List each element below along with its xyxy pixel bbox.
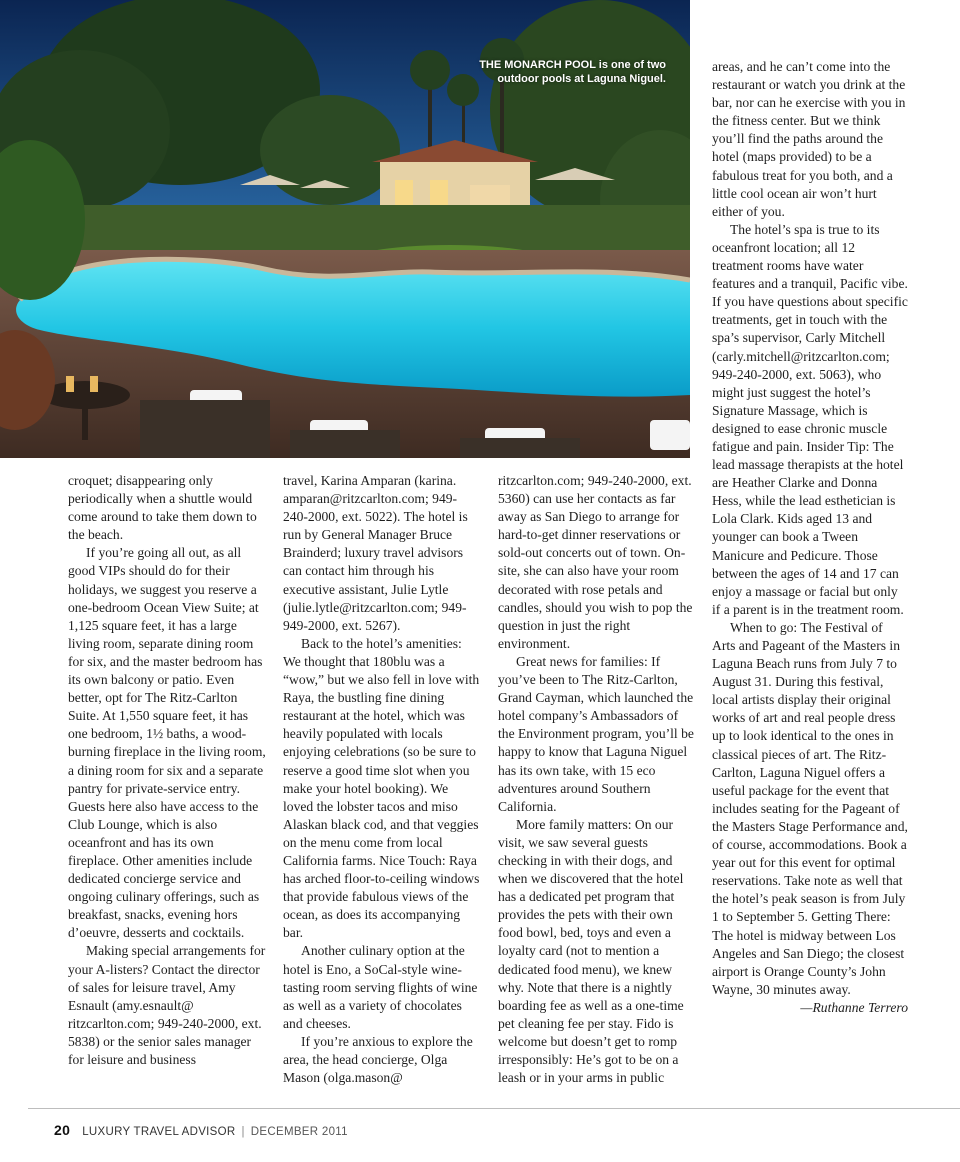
photo-caption: THE MONARCH POOL is one of two outdoor pools at Laguna Niguel. xyxy=(479,59,666,85)
paragraph: Making special arrangements for your A-listers? Contact the director of sales for leisure travel, Amy Esnault (amy.esnault@ ritzcarlton.com; 949-240-2000, ext. 5838) or the senior sales manager for leisure and business xyxy=(68,943,266,1067)
page-number: 20 xyxy=(54,1122,71,1138)
paragraph: Great news for families: If you’ve been to The Ritz-Carlton, Grand Cayman, which launched the hotel company’s Ambassadors of the Environment program, you’ll be happy to know that Laguna Niguel has its own take, with 15 eco adventures around Southern California. xyxy=(498,653,694,814)
paragraph: areas, and he can’t come into the restaurant or watch you drink at the bar, nor can he exercise with you in the fitness center. But we think you’ll find the paths around the hotel (maps provided) to be a fabulous treat for you both, and a little cool ocean air won’t hurt either of you. xyxy=(712,59,906,219)
publication-name: LUXURY TRAVEL ADVISOR xyxy=(82,1126,236,1138)
paragraph: ritzcarlton.com; 949-240-2000, ext. 5360) can use her contacts as far away as San Diego to arrange for hard-to-get dinner reservations or sold-out concerts out of town. On-site, she can also have your room decorated with rose petals and candles, should you wish to pop the question in just the right environment. xyxy=(498,473,693,651)
paragraph: When to go: The Festival of Arts and Pageant of the Masters in Laguna Beach runs from July 7 to August 31. During this festival, local artists display their original works of art and real people dress up to look identical to the ones in classical pieces of art. The Ritz-Carlton, Laguna Niguel offers a useful package for the event that includes seating for the Pageant of the Masters Stage Performance and, of course, accommodations. Book a year out for this event for optimal reservations. Take note as well that the hotel’s peak season is from July 1 to September 5. Getting There: The hotel is midway between Los Angeles and San Diego; the closest airport is Orange County’s John Wayne, 30 minutes away. xyxy=(712,619,908,997)
pool-photo xyxy=(0,0,690,458)
page-footer xyxy=(54,1122,348,1138)
paragraph: travel, Karina Amparan (karina. amparan@ritzcarlton.com; 949-240-2000, ext. 5022). The hotel is run by General Manager Bruce Brainderd; luxury travel advisors can contact him through his executive assistant, Julie Lytle (julie.lytle@ritzcarlton.com; 949-949-2000, ext. 5267). xyxy=(283,473,468,633)
footer-divider xyxy=(28,1108,960,1109)
article-column-3 xyxy=(498,472,694,1087)
footer-separator: | xyxy=(241,1126,245,1138)
paragraph: More family matters: On our visit, we saw several guests checking in with their dogs, and when we discovered that the hotel has a dedicated pet program that provides the pets with their own food bowl, bed, toys and even a loyalty card (not to mention a dedicated food menu), we knew why. Note that there is a nightly boarding fee as well as a one-time pet cleaning fee per stay. Fido is welcome but doesn’t get to romp irresponsibly: He’s got to be on a leash or in your arms in public xyxy=(498,816,684,1086)
author-signature: —Ruthanne Terrero xyxy=(800,999,908,1015)
paragraph: If you’re anxious to explore the area, the head concierge, Olga Mason (olga.mason@ xyxy=(283,1033,473,1086)
paragraph: croquet; disappearing only periodically when a shuttle would come around to take them down to the beach. xyxy=(68,473,257,543)
issue-date: DECEMBER 2011 xyxy=(250,1126,348,1138)
paragraph: Another culinary option at the hotel is Eno, a SoCal-style wine-tasting room serving flights of wine as well as a variety of chocolates and cheeses. xyxy=(283,943,478,1031)
paragraph: Back to the hotel’s amenities: We thought that 180blu was a “wow,” but we also fell in love with Raya, the bustling fine dining restaurant at the hotel, which was heavily populated with locals enjoying celebrations (so be sure to reserve a good time slot when you make your hotel booking). We loved the lobster tacos and miso Alaskan black cod, and that veggies on the menu come from local California farms. Nice Touch: Raya has arched floor-to-ceiling windows that provide fabulous views of the ocean, as does its accompanying bar. xyxy=(283,635,480,941)
paragraph: If you’re going all out, as all good VIPs should do for their holidays, we suggest you reserve a one-bedroom Ocean View Suite; at 1,125 square feet, it has a large living room, separate dining room for six, and the master bedroom has its own balcony or patio. Even better, opt for The Ritz-Carlton Suite. At 1,550 square feet, it has one bedroom, 1½ baths, a wood-burning fireplace in the living room, a dining room for six and a separate pantry for private-service entry. Guests here also have access to the Club Lounge, which is also oceanfront and has its own fireplace. Other amenities include dedicated concierge service and ongoing culinary offerings, such as breakfast, snacks, evening hors d’oeuvre, desserts and cocktails. xyxy=(68,545,266,941)
article-column-4 xyxy=(712,58,908,1017)
paragraph: The hotel’s spa is true to its oceanfront location; all 12 treatment rooms have water features and a tranquil, Pacific vibe. If you have questions about specific treatments, get in touch with the spa’s supervisor, Carly Mitchell (carly.mitchell@ritzcarlton.com; 949-240-2000, ext. 5063), who might just suggest the hotel’s Signature Massage, which is designed to ease chronic muscle fatigue and pain. Insider Tip: The lead massage therapists at the hotel are Heather Clarke and Donna Hess, while the lead esthetician is Lola Clark. Kids aged 13 and younger can book a Tween Manicure and Pedicure. Those between the ages of 14 and 17 can enjoy a massage or facial but only if a parent is in the treatment room. xyxy=(712,221,908,617)
article-column-2 xyxy=(283,472,481,1087)
article-column-1 xyxy=(68,472,268,1069)
